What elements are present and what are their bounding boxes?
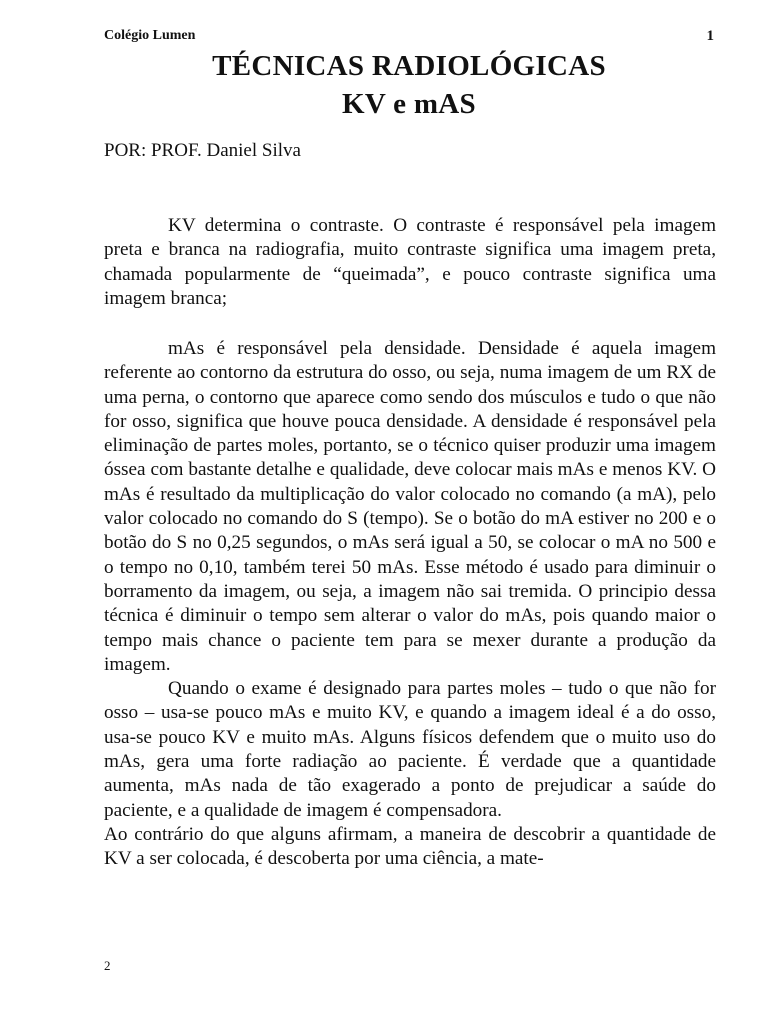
- paragraph-kv-science: Ao contrário do que alguns afirmam, a maneira de descobrir a quantidade de KV a ser colocada, é descoberta por uma ciência, a mate-: [104, 823, 716, 870]
- body-section-density: [104, 337, 716, 872]
- footer-page-number: 2: [104, 958, 111, 973]
- document-title-line-2: KV e mAS: [342, 88, 476, 120]
- paragraph-mas-density: mAs é responsável pela densidade. Densidade é aquela imagem referente ao contorno da estrutura do osso, ou seja, numa imagem de um RX de uma perna, o contorno que aparece como sendo dos músculos e tudo o que não for osso, significa que houve pouca densidade. A densidade é responsável pela eliminação de partes moles, portanto, se o técnico quiser produzir uma imagem óssea com bastante detalhe e qualidade, deve colocar mais mAs e menos KV. O mAs é resultado da multiplicação do valor colocado no comando (a mA), pelo valor colocado no comando do S (tempo). Se o botão do mA estiver no 200 e o botão do S no 0,25 segundos, o mAs será igual a 50, se colocar o mA no 500 e o tempo no 0,10, também terei 50 mAs. Esse método é usado para diminuir o borramento da imagem, ou seja, a imagem não sai tremida. O principio dessa técnica é diminuir o tempo sem alterar o valor do mAs, pois quando maior o tempo mais chance o paciente tem para se mexer durante a produção da imagem.: [104, 338, 716, 675]
- author-line: POR: PROF. Daniel Silva: [104, 140, 301, 161]
- paragraph-kv-contrast: KV determina o contraste. O contraste é responsável pela imagem preta e branca na radiografia, muito contraste significa uma imagem preta, chamada popularmente de “queimada”, e pouco contraste significa uma imagem branca;: [104, 215, 716, 309]
- document-title-line-1: TÉCNICAS RADIOLÓGICAS: [212, 50, 606, 82]
- body-section-contrast: [104, 214, 716, 311]
- header-page-number: 1: [706, 28, 714, 44]
- paragraph-soft-tissue: Quando o exame é designado para partes moles – tudo o que não for osso – usa-se pouco mAs e muito KV, e quando a imagem ideal é a do osso, usa-se pouco KV e muito mAs. Alguns físicos defendem que o muito uso do mAs, gera uma forte radiação ao paciente. É verdade que a quantidade aumenta, mAs nada de tão exagerado a ponto de prejudicar a saúde do paciente, e a qualidade de imagem é compensadora.: [104, 678, 716, 821]
- header-school-name: Colégio Lumen: [104, 28, 196, 43]
